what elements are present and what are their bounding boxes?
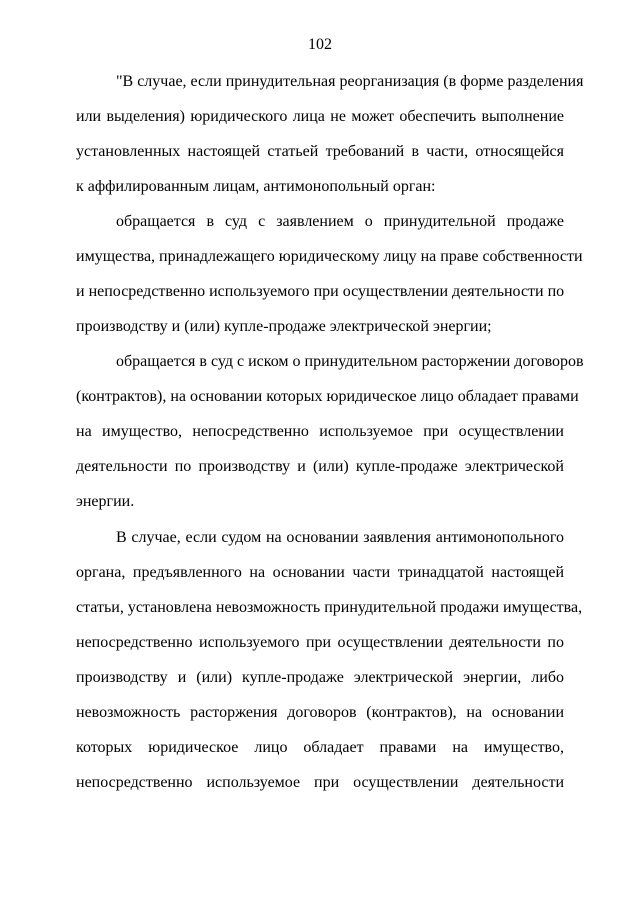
text-line: В случае, если судом на основании заявления антимонопольного <box>116 529 564 546</box>
text-line: непосредственно используемое при осуществлении деятельности <box>76 774 564 791</box>
text-line: невозможность расторжения договоров (контрактов), на основании <box>76 704 564 721</box>
text-line: или выделения) юридического лица не может обеспечить выполнение <box>76 108 564 125</box>
text-line: органа, предъявленного на основании части тринадцатой настоящей <box>76 564 564 581</box>
text-line: обращается в суд с заявлением о принудительной продаже <box>116 213 564 230</box>
page-number: 102 <box>308 36 332 53</box>
text-line: деятельности по производству и (или) купле-продаже электрической <box>76 458 564 475</box>
text-line: установленных настоящей статьей требований в части, относящейся <box>76 143 564 160</box>
text-line: энергии. <box>76 493 135 510</box>
text-line: обращается в суд с иском о принудительном расторжении договоров <box>116 353 584 370</box>
text-line: производству и (или) купле-продаже электрической энергии; <box>76 318 492 335</box>
text-line: (контрактов), на основании которых юридическое лицо обладает правами <box>76 388 579 405</box>
text-line: и непосредственно используемого при осуществлении деятельности по <box>76 283 565 300</box>
text-line: производству и (или) купле-продаже электрической энергии, либо <box>76 669 564 686</box>
text-line: "В случае, если принудительная реорганизация (в форме разделения <box>116 73 584 90</box>
text-line: которых юридическое лицо обладает правами на имущество, <box>76 739 564 756</box>
text-line: на имущество, непосредственно используемое при осуществлении <box>76 423 564 440</box>
text-line: имущества, принадлежащего юридическому лицу на праве собственности <box>76 248 583 265</box>
text-line: непосредственно используемого при осуществлении деятельности по <box>76 634 564 651</box>
text-line: статьи, установлена невозможность принудительной продажи имущества, <box>76 599 583 616</box>
text-line: к аффилированным лицам, антимонопольный орган: <box>76 178 436 195</box>
